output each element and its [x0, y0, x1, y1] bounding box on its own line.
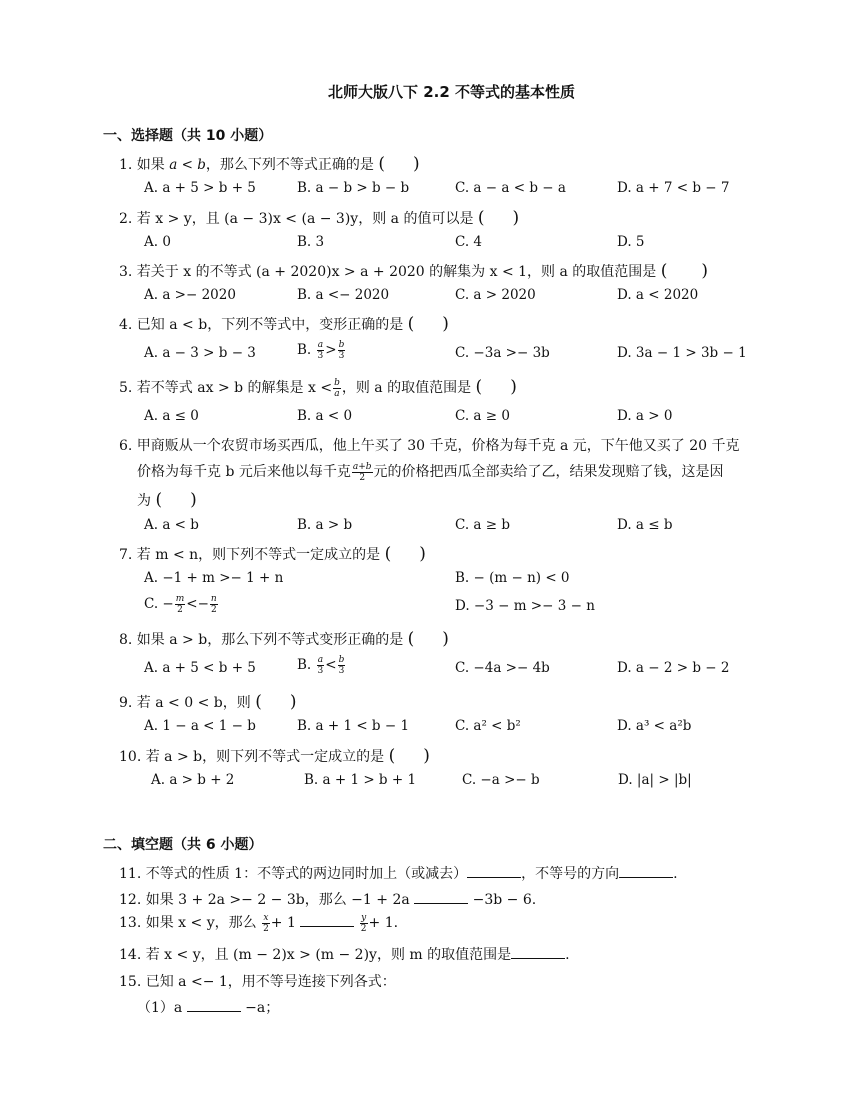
question-3-stem: 3. 若关于 x 的不等式 (a + 2020)x > a + 2020 的解集为 x < 1，则 a 的取值范围是 ( )	[119, 261, 709, 281]
question-6-stem-line3: 为 ( )	[137, 490, 197, 510]
question-5-stem: 5. 若不等式 ax > b 的解集是 x < $\frac{b}{a}$ ，则 a 的取值范围是 ( )	[119, 377, 517, 399]
question-3-option-d[interactable]: D. a < 2020	[617, 287, 699, 303]
question-1-option-b[interactable]: B. a − b > b − b	[297, 180, 410, 196]
question-7-option-d[interactable]: D. −3 − m >− 3 − n	[455, 598, 595, 614]
question-12: 12. 如果 3 + 2a >− 2 − 3b，那么 −1 + 2a −3b − 6.	[119, 892, 537, 908]
blank[interactable]	[300, 914, 354, 927]
question-2-option-a[interactable]: A. 0	[144, 234, 171, 250]
question-9-option-d[interactable]: D. a³ < a²b	[617, 718, 692, 734]
question-1-option-c[interactable]: C. a − a < b − a	[455, 180, 566, 196]
question-4-option-a[interactable]: A. a − 3 > b − 3	[144, 345, 256, 361]
question-9-option-c[interactable]: C. a² < b²	[455, 718, 521, 734]
question-1-stem: 1. 如果 a < b，那么下列不等式正确的是 ( )	[119, 154, 420, 174]
question-8-option-c[interactable]: C. −4a >− 4b	[455, 660, 550, 676]
question-6-option-b[interactable]: B. a > b	[297, 517, 353, 533]
question-6-option-a[interactable]: A. a < b	[144, 517, 199, 533]
question-7-option-b[interactable]: B. − (m − n) < 0	[455, 570, 570, 586]
question-9-option-b[interactable]: B. a + 1 < b − 1	[297, 718, 410, 734]
question-11: 11. 不等式的性质 1：不等式的两边同时加上（或减去） ，不等号的方向 .	[119, 866, 678, 882]
page-title: 北师大版八下 2.2 不等式的基本性质	[328, 83, 576, 101]
answer-bracket[interactable]: ( )	[255, 692, 297, 712]
blank[interactable]	[467, 865, 521, 878]
question-3-option-a[interactable]: A. a >− 2020	[144, 287, 236, 303]
question-5-option-d[interactable]: D. a > 0	[617, 408, 673, 424]
question-8-option-a[interactable]: A. a + 5 < b + 5	[144, 660, 256, 676]
answer-bracket[interactable]: ( )	[384, 544, 426, 564]
question-8-option-d[interactable]: D. a − 2 > b − 2	[617, 660, 730, 676]
question-6-stem-line1: 6. 甲商贩从一个农贸市场买西瓜，他上午买了 30 千克，价格为每千克 a 元，下午他又买了 20 千克	[119, 438, 740, 454]
blank[interactable]	[187, 999, 241, 1012]
answer-bracket[interactable]: ( )	[660, 261, 709, 281]
question-5-option-a[interactable]: A. a ≤ 0	[144, 408, 199, 424]
question-8-option-b[interactable]: B. $\frac{a}{3}$ < $\frac{b}{3}$	[297, 655, 345, 676]
question-4-option-b[interactable]: B. $\frac{a}{3}$ > $\frac{b}{3}$	[297, 340, 345, 361]
question-10-option-b[interactable]: B. a + 1 > b + 1	[304, 772, 417, 788]
question-13: 13. 如果 x < y，那么 $\frac{x}{2}$ + 1 $\frac{y}{2}$ + 1.	[119, 912, 399, 934]
question-15-stem: 15. 已知 a <− 1，用不等号连接下列各式：	[119, 974, 396, 990]
question-10-stem: 10. 若 a > b，则下列不等式一定成立的是 ( )	[119, 746, 430, 766]
question-6-option-c[interactable]: C. a ≥ b	[455, 517, 511, 533]
question-7-option-a[interactable]: A. −1 + m >− 1 + n	[144, 570, 284, 586]
question-2-option-c[interactable]: C. 4	[455, 234, 483, 250]
question-9-option-a[interactable]: A. 1 − a < 1 − b	[144, 718, 256, 734]
answer-bracket[interactable]: ( )	[475, 377, 517, 397]
question-2-option-b[interactable]: B. 3	[297, 234, 325, 250]
question-1-option-a[interactable]: A. a + 5 > b + 5	[144, 180, 256, 196]
blank[interactable]	[619, 865, 673, 878]
question-10-option-a[interactable]: A. a > b + 2	[151, 772, 235, 788]
blank[interactable]	[414, 891, 468, 904]
question-2-stem: 2. 若 x > y，且 (a − 3)x < (a − 3)y，则 a 的值可以是 ( )	[119, 208, 520, 228]
question-9-stem: 9. 若 a < 0 < b，则 ( )	[119, 692, 297, 712]
question-2-option-d[interactable]: D. 5	[617, 234, 645, 250]
question-3-option-c[interactable]: C. a > 2020	[455, 287, 536, 303]
blank[interactable]	[511, 946, 565, 959]
question-14: 14. 若 x < y，且 (m − 2)x > (m − 2)y，则 m 的取值范围是 .	[119, 947, 570, 963]
question-10-option-d[interactable]: D. |a| > |b|	[618, 772, 692, 788]
answer-bracket[interactable]: ( )	[155, 490, 197, 510]
question-5-option-c[interactable]: C. a ≥ 0	[455, 408, 510, 424]
question-5-option-b[interactable]: B. a < 0	[297, 408, 353, 424]
answer-bracket[interactable]: ( )	[407, 314, 449, 334]
section-heading-choice: 一、选择题（共 10 小题）	[103, 128, 273, 144]
question-4-option-d[interactable]: D. 3a − 1 > 3b − 1	[617, 345, 747, 361]
question-7-option-c[interactable]: C. − $\frac{m}{2}$ <− $\frac{n}{2}$	[144, 594, 217, 615]
question-3-option-b[interactable]: B. a <− 2020	[297, 287, 390, 303]
question-4-option-c[interactable]: C. −3a >− 3b	[455, 345, 550, 361]
answer-bracket[interactable]: ( )	[388, 746, 430, 766]
question-15-sub1: （1）a −a；	[137, 1000, 280, 1016]
question-1-option-d[interactable]: D. a + 7 < b − 7	[617, 180, 730, 196]
question-4-stem: 4. 已知 a < b，下列不等式中，变形正确的是 ( )	[119, 314, 449, 334]
question-10-option-c[interactable]: C. −a >− b	[462, 772, 540, 788]
question-8-stem: 8. 如果 a > b，那么下列不等式变形正确的是 ( )	[119, 629, 449, 649]
question-6-option-d[interactable]: D. a ≤ b	[617, 517, 673, 533]
answer-bracket[interactable]: ( )	[378, 154, 420, 174]
section-heading-fill: 二、填空题（共 6 小题）	[103, 837, 263, 853]
answer-bracket[interactable]: ( )	[477, 208, 520, 228]
answer-bracket[interactable]: ( )	[407, 629, 449, 649]
question-7-stem: 7. 若 m < n，则下列不等式一定成立的是 ( )	[119, 544, 426, 564]
question-6-stem-line2: 价格为每千克 b 元后来他以每千克 $\frac{a+b}{2}$ 元的价格把西瓜全部卖给了乙，结果发现赔了钱，这是因	[137, 461, 724, 483]
